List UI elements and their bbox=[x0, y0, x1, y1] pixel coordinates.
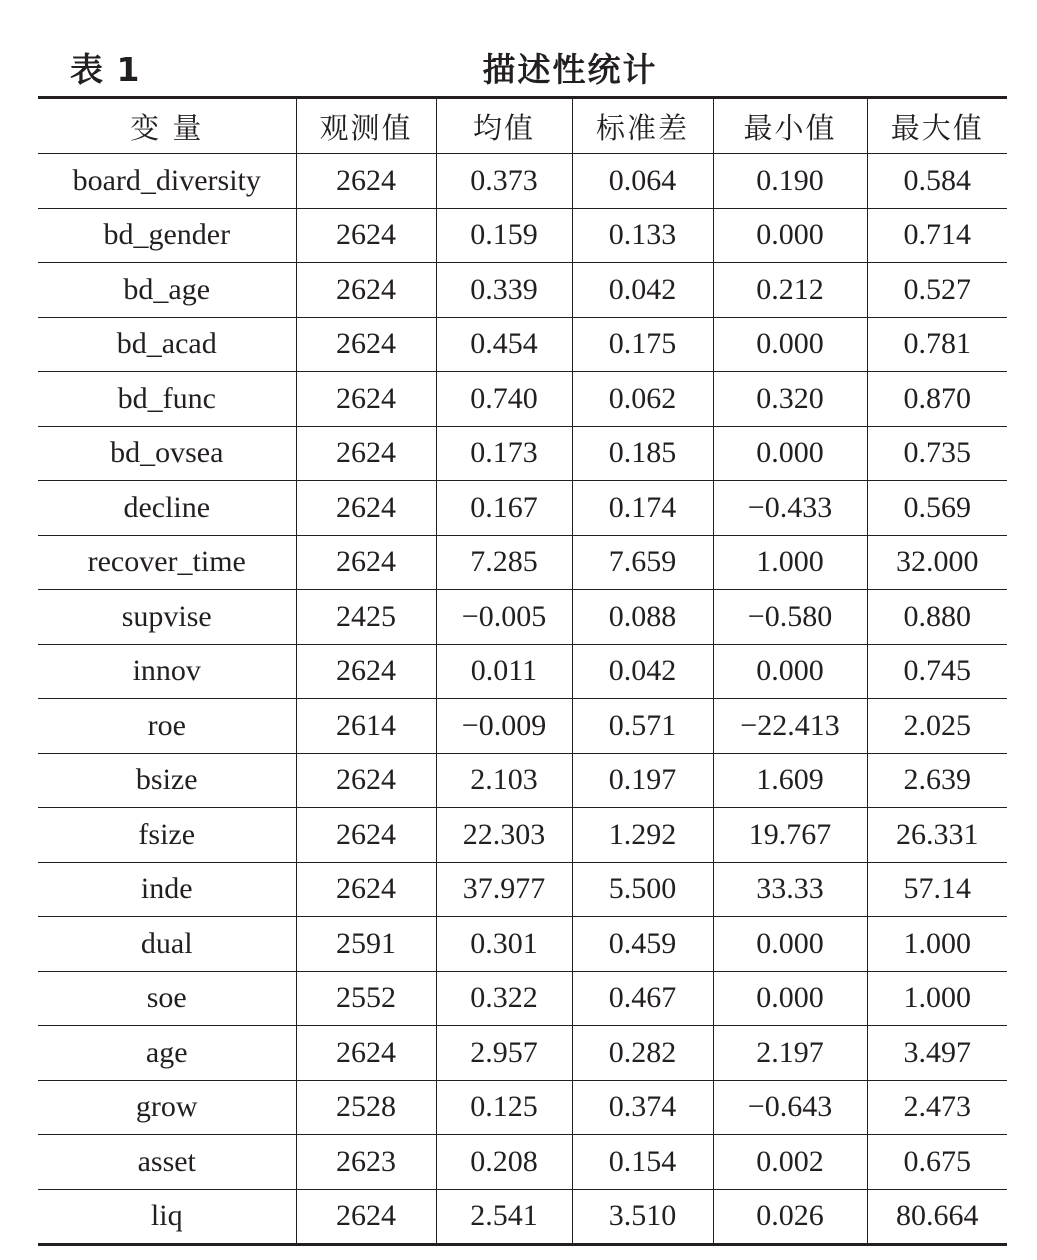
cell-variable: decline bbox=[38, 481, 296, 536]
cell-min: 33.33 bbox=[713, 862, 867, 917]
cell-std-dev: 0.282 bbox=[572, 1026, 713, 1081]
table-row bbox=[38, 1135, 1007, 1190]
cell-mean: 0.740 bbox=[436, 372, 572, 427]
cell-variable: bd_gender bbox=[38, 208, 296, 263]
cell-observations: 2624 bbox=[296, 535, 436, 590]
cell-variable: soe bbox=[38, 971, 296, 1026]
cell-mean: 0.011 bbox=[436, 644, 572, 699]
cell-variable: roe bbox=[38, 699, 296, 754]
cell-max: 0.745 bbox=[867, 644, 1007, 699]
cell-min: 1.609 bbox=[713, 753, 867, 808]
cell-mean: 0.173 bbox=[436, 426, 572, 481]
table-row bbox=[38, 1026, 1007, 1081]
cell-max: 2.473 bbox=[867, 1080, 1007, 1135]
header-row bbox=[38, 98, 1007, 154]
cell-variable: asset bbox=[38, 1135, 296, 1190]
cell-observations: 2624 bbox=[296, 1189, 436, 1245]
table-row bbox=[38, 154, 1007, 209]
cell-max: 0.781 bbox=[867, 317, 1007, 372]
cell-mean: 0.125 bbox=[436, 1080, 572, 1135]
cell-variable: bd_acad bbox=[38, 317, 296, 372]
cell-mean: 0.167 bbox=[436, 481, 572, 536]
cell-variable: bd_age bbox=[38, 263, 296, 318]
cell-max: 57.14 bbox=[867, 862, 1007, 917]
cell-variable: grow bbox=[38, 1080, 296, 1135]
cell-observations: 2624 bbox=[296, 862, 436, 917]
header-std-dev: 标准差 bbox=[572, 98, 713, 154]
cell-variable: innov bbox=[38, 644, 296, 699]
cell-std-dev: 0.062 bbox=[572, 372, 713, 427]
cell-observations: 2623 bbox=[296, 1135, 436, 1190]
cell-variable: board_diversity bbox=[38, 154, 296, 209]
cell-observations: 2624 bbox=[296, 426, 436, 481]
cell-observations: 2528 bbox=[296, 1080, 436, 1135]
cell-mean: 0.322 bbox=[436, 971, 572, 1026]
cell-std-dev: 0.042 bbox=[572, 644, 713, 699]
cell-std-dev: 0.459 bbox=[572, 917, 713, 972]
cell-std-dev: 0.154 bbox=[572, 1135, 713, 1190]
cell-observations: 2614 bbox=[296, 699, 436, 754]
cell-std-dev: 0.374 bbox=[572, 1080, 713, 1135]
table-row bbox=[38, 426, 1007, 481]
table-row bbox=[38, 317, 1007, 372]
cell-min: 0.190 bbox=[713, 154, 867, 209]
cell-variable: inde bbox=[38, 862, 296, 917]
cell-max: 32.000 bbox=[867, 535, 1007, 590]
cell-mean: 0.454 bbox=[436, 317, 572, 372]
cell-std-dev: 0.174 bbox=[572, 481, 713, 536]
cell-observations: 2425 bbox=[296, 590, 436, 645]
cell-mean: 2.103 bbox=[436, 753, 572, 808]
cell-max: 0.569 bbox=[867, 481, 1007, 536]
cell-std-dev: 3.510 bbox=[572, 1189, 713, 1245]
cell-min: 0.002 bbox=[713, 1135, 867, 1190]
cell-mean: 0.301 bbox=[436, 917, 572, 972]
table-row bbox=[38, 481, 1007, 536]
header-variable: 变 量 bbox=[38, 98, 296, 154]
cell-mean: 22.303 bbox=[436, 808, 572, 863]
table-row bbox=[38, 808, 1007, 863]
cell-variable: dual bbox=[38, 917, 296, 972]
cell-variable: supvise bbox=[38, 590, 296, 645]
cell-std-dev: 0.133 bbox=[572, 208, 713, 263]
table-number: 表 1 bbox=[70, 50, 141, 89]
cell-min: 0.000 bbox=[713, 644, 867, 699]
table-row bbox=[38, 263, 1007, 318]
cell-mean: −0.005 bbox=[436, 590, 572, 645]
header-max: 最大值 bbox=[867, 98, 1007, 154]
cell-min: −0.580 bbox=[713, 590, 867, 645]
cell-mean: 7.285 bbox=[436, 535, 572, 590]
cell-std-dev: 0.197 bbox=[572, 753, 713, 808]
cell-mean: 37.977 bbox=[436, 862, 572, 917]
cell-observations: 2591 bbox=[296, 917, 436, 972]
cell-std-dev: 0.064 bbox=[572, 154, 713, 209]
table-row bbox=[38, 1080, 1007, 1135]
table-row bbox=[38, 699, 1007, 754]
table-row bbox=[38, 971, 1007, 1026]
header-min: 最小值 bbox=[713, 98, 867, 154]
table-row bbox=[38, 1189, 1007, 1245]
cell-std-dev: 0.042 bbox=[572, 263, 713, 318]
cell-std-dev: 0.185 bbox=[572, 426, 713, 481]
cell-max: 0.527 bbox=[867, 263, 1007, 318]
table-body bbox=[38, 154, 1007, 1245]
cell-variable: bsize bbox=[38, 753, 296, 808]
cell-min: 0.000 bbox=[713, 317, 867, 372]
cell-min: 1.000 bbox=[713, 535, 867, 590]
cell-max: 2.025 bbox=[867, 699, 1007, 754]
cell-max: 0.870 bbox=[867, 372, 1007, 427]
table-row bbox=[38, 917, 1007, 972]
cell-min: 0.026 bbox=[713, 1189, 867, 1245]
cell-mean: 0.339 bbox=[436, 263, 572, 318]
table-row bbox=[38, 372, 1007, 427]
table-row bbox=[38, 644, 1007, 699]
cell-max: 0.584 bbox=[867, 154, 1007, 209]
cell-mean: −0.009 bbox=[436, 699, 572, 754]
descriptive-statistics-table bbox=[38, 96, 1007, 1246]
cell-std-dev: 5.500 bbox=[572, 862, 713, 917]
table-header bbox=[38, 98, 1007, 154]
cell-mean: 0.159 bbox=[436, 208, 572, 263]
cell-max: 0.675 bbox=[867, 1135, 1007, 1190]
cell-min: 0.000 bbox=[713, 917, 867, 972]
cell-min: 0.212 bbox=[713, 263, 867, 318]
header-observations: 观测值 bbox=[296, 98, 436, 154]
cell-min: 0.320 bbox=[713, 372, 867, 427]
cell-min: 19.767 bbox=[713, 808, 867, 863]
cell-min: −22.413 bbox=[713, 699, 867, 754]
cell-min: 2.197 bbox=[713, 1026, 867, 1081]
cell-std-dev: 0.088 bbox=[572, 590, 713, 645]
cell-variable: bd_func bbox=[38, 372, 296, 427]
cell-variable: liq bbox=[38, 1189, 296, 1245]
cell-observations: 2624 bbox=[296, 644, 436, 699]
cell-std-dev: 1.292 bbox=[572, 808, 713, 863]
table-caption bbox=[0, 0, 1037, 96]
cell-mean: 2.957 bbox=[436, 1026, 572, 1081]
cell-observations: 2624 bbox=[296, 372, 436, 427]
cell-min: −0.643 bbox=[713, 1080, 867, 1135]
table-row bbox=[38, 862, 1007, 917]
cell-min: 0.000 bbox=[713, 208, 867, 263]
table-row bbox=[38, 590, 1007, 645]
cell-min: 0.000 bbox=[713, 426, 867, 481]
cell-std-dev: 0.571 bbox=[572, 699, 713, 754]
table-row bbox=[38, 753, 1007, 808]
cell-observations: 2624 bbox=[296, 1026, 436, 1081]
cell-max: 0.735 bbox=[867, 426, 1007, 481]
cell-observations: 2624 bbox=[296, 808, 436, 863]
cell-min: −0.433 bbox=[713, 481, 867, 536]
cell-max: 2.639 bbox=[867, 753, 1007, 808]
cell-max: 3.497 bbox=[867, 1026, 1007, 1081]
cell-max: 1.000 bbox=[867, 971, 1007, 1026]
cell-observations: 2624 bbox=[296, 208, 436, 263]
header-mean: 均值 bbox=[436, 98, 572, 154]
cell-std-dev: 0.467 bbox=[572, 971, 713, 1026]
cell-max: 0.714 bbox=[867, 208, 1007, 263]
cell-mean: 0.208 bbox=[436, 1135, 572, 1190]
cell-observations: 2624 bbox=[296, 317, 436, 372]
cell-variable: recover_time bbox=[38, 535, 296, 590]
table-title: 描述性统计 bbox=[482, 50, 658, 89]
cell-max: 80.664 bbox=[867, 1189, 1007, 1245]
cell-variable: fsize bbox=[38, 808, 296, 863]
cell-observations: 2624 bbox=[296, 481, 436, 536]
cell-mean: 0.373 bbox=[436, 154, 572, 209]
cell-max: 1.000 bbox=[867, 917, 1007, 972]
cell-observations: 2552 bbox=[296, 971, 436, 1026]
cell-variable: bd_ovsea bbox=[38, 426, 296, 481]
cell-observations: 2624 bbox=[296, 753, 436, 808]
table-row bbox=[38, 535, 1007, 590]
cell-observations: 2624 bbox=[296, 263, 436, 318]
cell-min: 0.000 bbox=[713, 971, 867, 1026]
cell-observations: 2624 bbox=[296, 154, 436, 209]
cell-variable: age bbox=[38, 1026, 296, 1081]
table-row bbox=[38, 208, 1007, 263]
cell-max: 0.880 bbox=[867, 590, 1007, 645]
cell-max: 26.331 bbox=[867, 808, 1007, 863]
cell-std-dev: 0.175 bbox=[572, 317, 713, 372]
cell-mean: 2.541 bbox=[436, 1189, 572, 1245]
cell-std-dev: 7.659 bbox=[572, 535, 713, 590]
